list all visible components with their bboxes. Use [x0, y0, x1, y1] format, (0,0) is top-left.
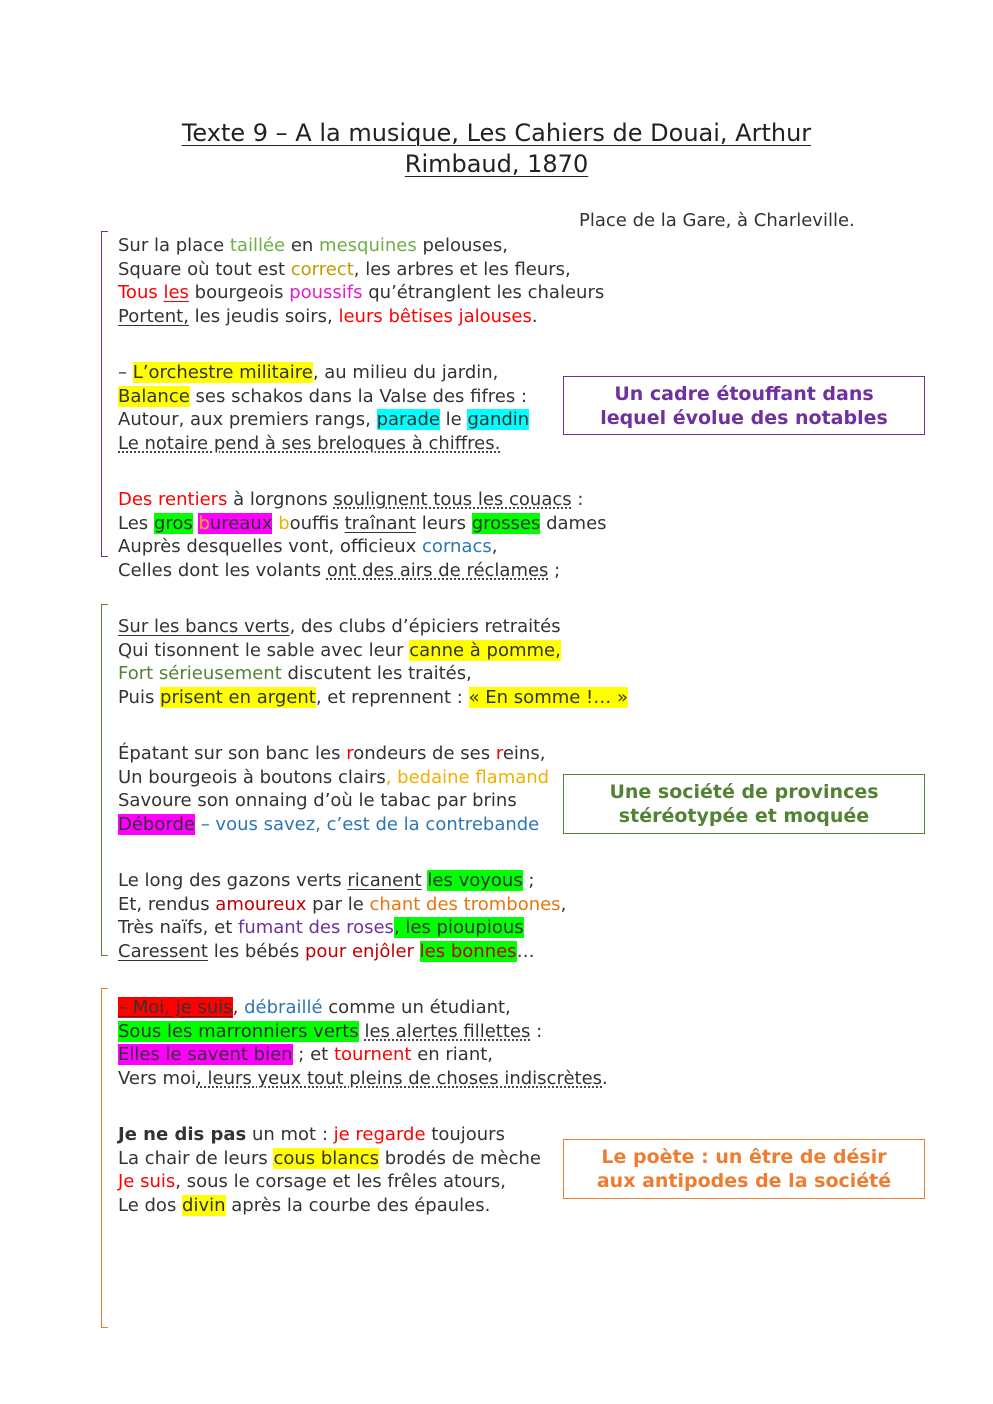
- text: mesquines: [319, 235, 417, 256]
- text: les jeudis soirs,: [188, 305, 339, 327]
- text: Vers moi: [118, 1067, 197, 1089]
- text: Balance: [118, 385, 190, 407]
- verse-line: [118, 234, 604, 258]
- text: en riant,: [411, 1044, 494, 1065]
- text: cornacs: [422, 536, 492, 557]
- verse-line: [118, 1147, 541, 1171]
- text: cous blancs: [273, 1147, 380, 1169]
- stanza-8: [118, 1123, 541, 1217]
- text: je regarde: [333, 1124, 426, 1145]
- verse-line: [118, 432, 529, 456]
- text: r: [346, 743, 354, 764]
- verse-line: [118, 512, 607, 536]
- box-line: stéréotypée et moquée: [618, 805, 870, 827]
- text: les voyous: [427, 870, 523, 891]
- text: …: [516, 940, 535, 962]
- text: canne à pomme,: [409, 639, 561, 661]
- text: pour enjôler: [304, 940, 414, 962]
- verse-line: [118, 742, 549, 766]
- text: les: [163, 282, 189, 303]
- text: gandin: [467, 409, 530, 430]
- text: Portent,: [118, 305, 189, 327]
- text: Et, rendus: [118, 893, 216, 915]
- text: dames: [540, 512, 607, 534]
- text: tournent: [333, 1044, 412, 1065]
- text: ; et: [292, 1044, 334, 1065]
- text: Un bourgeois à boutons clairs: [118, 766, 386, 788]
- text: , et reprennent :: [315, 686, 469, 708]
- text: –: [118, 362, 133, 383]
- text: leurs: [415, 512, 472, 534]
- text: divin: [182, 1194, 226, 1216]
- text: , bedaine flamand: [385, 766, 550, 788]
- text: débraillé: [244, 997, 323, 1018]
- page-title: [100, 118, 893, 180]
- text: Fort sérieusement: [118, 663, 282, 684]
- verse-line: [118, 1043, 608, 1067]
- bracket-third-theme: [101, 988, 108, 1328]
- text: r: [495, 743, 503, 764]
- text: ureaux: [209, 512, 273, 534]
- text: parade: [376, 409, 440, 430]
- text: ,: [491, 536, 498, 557]
- text: , au milieu du jardin,: [312, 362, 499, 383]
- stanza-4: [118, 615, 628, 709]
- text: Je ne dis pas: [118, 1124, 247, 1145]
- text: , des clubs d’épiciers retraités: [289, 616, 561, 637]
- verse-line: [118, 813, 549, 837]
- verse-line: [118, 916, 566, 940]
- text: taillée: [229, 235, 286, 256]
- verse-line: [118, 281, 604, 305]
- text: Autour, aux premiers rangs,: [118, 409, 377, 430]
- annotation-box-poete: [563, 1139, 925, 1199]
- text: Le dos: [118, 1194, 183, 1216]
- verse-line: [118, 1020, 608, 1044]
- verse-line: [118, 996, 608, 1020]
- stanza-2: [118, 361, 529, 455]
- verse-line: [118, 1123, 541, 1147]
- text: ;: [522, 870, 535, 891]
- text: ,: [232, 997, 245, 1018]
- text: La chair de leurs: [118, 1147, 274, 1169]
- text: , leurs yeux tout pleins de choses indiscrètes: [196, 1067, 603, 1089]
- text: le: [439, 409, 468, 430]
- text: à lorgnons: [227, 489, 334, 510]
- verse-line: [118, 1067, 608, 1091]
- text: Très naïfs, et: [118, 917, 238, 938]
- verse-line: [118, 869, 566, 893]
- text: ouffis: [289, 512, 345, 534]
- text: :: [571, 489, 584, 510]
- verse-line: [118, 408, 529, 432]
- text: Tous: [118, 282, 164, 303]
- epigraph: Place de la Gare, à Charleville.: [579, 210, 855, 231]
- verse-line: [118, 789, 549, 813]
- verse-line: [118, 639, 628, 663]
- verse-line: [118, 940, 566, 964]
- stanza-6: [118, 869, 566, 963]
- text: b: [198, 512, 210, 534]
- box-line: Le poète : un être de désir: [601, 1146, 887, 1168]
- text: Les: [118, 512, 154, 534]
- verse-line: [118, 1170, 541, 1194]
- text: Le long des gazons verts: [118, 870, 348, 891]
- text: Des rentiers: [118, 489, 228, 510]
- text: Auprès desquelles vont, officieux: [118, 536, 423, 557]
- verse-line: [118, 662, 628, 686]
- text: ;: [548, 559, 561, 581]
- text: amoureux: [215, 893, 307, 915]
- verse-line: [118, 488, 607, 512]
- text: eins,: [502, 743, 546, 764]
- verse-line: [118, 686, 628, 710]
- verse-line: [118, 535, 607, 559]
- text: ses schakos dans la Valse des fifres :: [189, 385, 528, 407]
- title-line-1: Texte 9 – A la musique, Les Cahiers de Douai, Arthur: [181, 119, 812, 147]
- text: un mot :: [246, 1124, 334, 1145]
- text: ondeurs de ses: [353, 743, 496, 764]
- box-line: Une société de provinces: [609, 781, 879, 803]
- text: – Moi, je suis: [118, 997, 233, 1018]
- verse-line: [118, 1194, 541, 1218]
- box-line: aux antipodes de la société: [596, 1170, 892, 1192]
- stanza-7: [118, 996, 608, 1090]
- bracket-second-theme: [101, 604, 108, 956]
- verse-line: [118, 559, 607, 583]
- text: ricanent: [347, 870, 422, 891]
- text: les bonnes: [419, 940, 517, 962]
- text: soulignent tous les couacs: [333, 489, 572, 510]
- text: les alertes fillettes: [364, 1020, 531, 1042]
- text: « En somme !… »: [468, 686, 629, 708]
- text: pelouses,: [416, 235, 508, 256]
- text: toujours: [425, 1124, 505, 1145]
- text: .: [602, 1067, 608, 1089]
- text: discutent les traités,: [281, 663, 472, 684]
- text: bourgeois: [188, 282, 290, 303]
- annotation-box-cadre: [563, 376, 925, 435]
- text: Je suis: [118, 1171, 176, 1192]
- text: Le notaire pend à ses breloques à chiffres.: [118, 432, 501, 454]
- annotation-box-societe: [563, 774, 925, 834]
- text: en: [285, 235, 320, 256]
- text: Déborde: [118, 813, 195, 835]
- verse-line: [118, 893, 566, 917]
- box-line: lequel évolue des notables: [600, 407, 888, 429]
- verse-line: [118, 361, 529, 385]
- text: – vous savez, c’est de la contrebande: [194, 813, 540, 835]
- text: Celles dont les volants: [118, 559, 327, 581]
- text: Elles le savent bien: [118, 1044, 293, 1065]
- text: par le: [306, 893, 370, 915]
- text: Sur les bancs verts: [118, 616, 290, 637]
- text: qu’étranglent les chaleurs: [362, 282, 605, 303]
- verse-line: [118, 615, 628, 639]
- stanza-1: [118, 234, 604, 328]
- verse-line: [118, 258, 604, 282]
- text: après la courbe des épaules.: [225, 1194, 491, 1216]
- title-line-2: Rimbaud, 1870: [404, 150, 589, 178]
- text: fumant des roses: [237, 917, 394, 938]
- text: grosses: [471, 512, 541, 534]
- text: :: [530, 1020, 543, 1042]
- verse-line: [118, 385, 529, 409]
- text: ont des airs de réclames: [326, 559, 549, 581]
- text: [414, 941, 420, 962]
- text: correct: [290, 258, 354, 280]
- text: Qui tisonnent le sable avec leur: [118, 639, 410, 661]
- stanza-5: [118, 742, 549, 836]
- text: Savoure son onnaing d’où le tabac par brins: [118, 790, 517, 811]
- text: Épatant sur son banc les: [118, 743, 347, 764]
- box-line: Un cadre étouffant dans: [614, 383, 874, 405]
- text: L’orchestre militaire: [132, 362, 313, 383]
- text: Sur la place: [118, 235, 230, 256]
- stanza-3: [118, 488, 607, 582]
- text: Square où tout est: [118, 258, 291, 280]
- text: ,: [560, 893, 567, 915]
- text: brodés de mèche: [379, 1147, 541, 1169]
- text: comme un étudiant,: [322, 997, 511, 1018]
- verse-line: [118, 766, 549, 790]
- text: Puis: [118, 686, 161, 708]
- text: Caressent: [118, 940, 208, 962]
- text: chant des trombones: [369, 893, 561, 915]
- text: prisent en argent: [160, 686, 316, 708]
- text: traînant: [344, 512, 416, 534]
- text: Sous les marronniers verts: [118, 1020, 359, 1042]
- text: , les pioupious: [393, 917, 524, 938]
- text: leurs bêtises jalouses: [338, 305, 532, 327]
- text: les bébés: [207, 940, 305, 962]
- text: .: [531, 305, 538, 327]
- verse-line: [118, 305, 604, 329]
- bracket-first-theme: [101, 231, 108, 557]
- text: gros: [153, 512, 193, 534]
- text: , les arbres et les fleurs,: [353, 258, 571, 280]
- text: poussifs: [289, 282, 363, 303]
- text: , sous le corsage et les frêles atours,: [175, 1171, 506, 1192]
- text: b: [278, 512, 290, 534]
